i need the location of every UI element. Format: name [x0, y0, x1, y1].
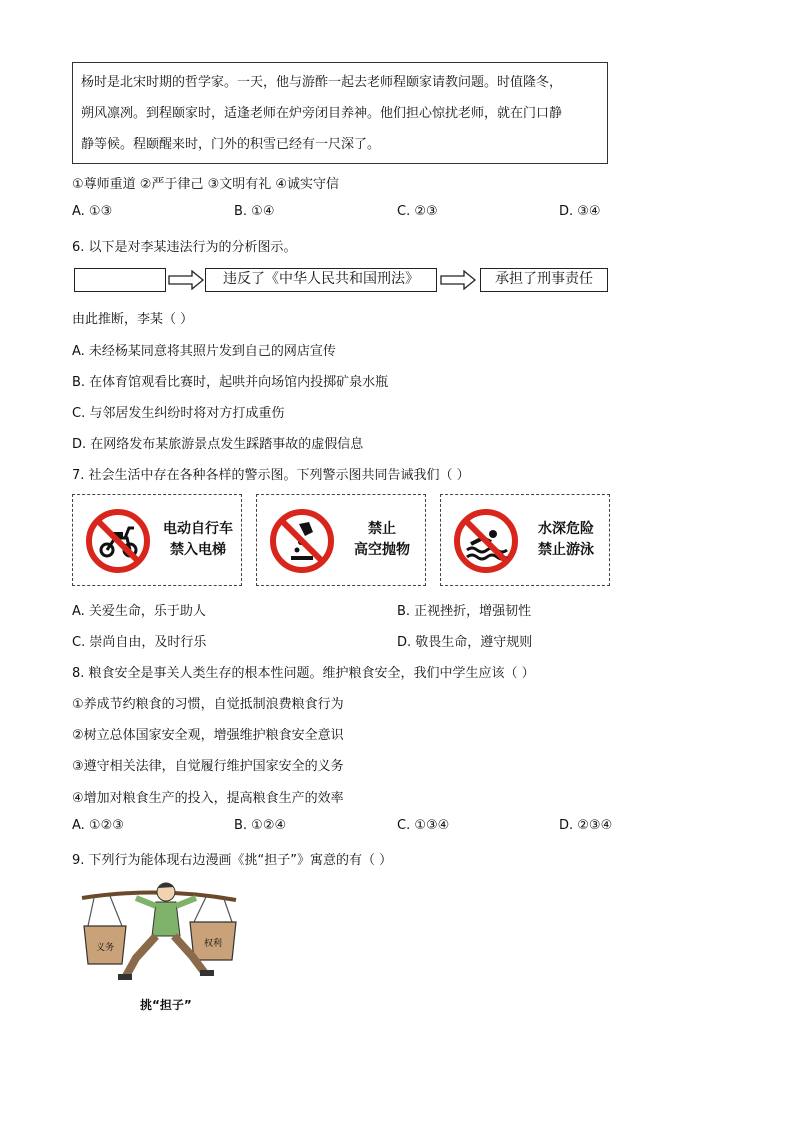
- basket-label-right: 权利: [204, 939, 223, 949]
- warning-sign-ebike: [72, 494, 242, 586]
- q7-option-a[interactable]: A. 关爱生命，乐于助人: [72, 604, 206, 619]
- q7-stem: 7. 社会生活中存在各种各样的警示图。下列警示图共同告诫我们（ ）: [72, 468, 470, 483]
- no-swimming-icon: [453, 508, 519, 574]
- warning-sign-swimming: [440, 494, 610, 586]
- q6-option-a[interactable]: A. 未经杨某同意将其照片发到自己的网店宣传: [72, 344, 336, 359]
- q6-option-d[interactable]: D. 在网络发布某旅游景点发生踩踏事故的虚假信息: [72, 437, 364, 452]
- passage-line: 静等候。程颐醒来时，门外的积雪已经有一尺深了。: [81, 137, 381, 152]
- q6-option-c[interactable]: C. 与邻居发生纠纷时将对方打成重伤: [72, 406, 285, 421]
- passage-box: [72, 62, 608, 164]
- q8-statement: ④增加对粮食生产的投入，提高粮食生产的效率: [72, 791, 344, 806]
- passage-line: 杨时是北宋时期的哲学家。一天，他与游酢一起去老师程颐家请教问题。时值隆冬，: [81, 75, 563, 90]
- q5-option-a[interactable]: A. ①③: [72, 204, 113, 219]
- q5-option-d[interactable]: D. ③④: [559, 204, 601, 219]
- sign-text: 禁止 高空抛物: [354, 521, 410, 558]
- q5-options: [0, 204, 794, 224]
- q8-stem: 8. 粮食安全是事关人类生存的根本性问题。维护粮食安全，我们中学生应该（ ）: [72, 666, 535, 681]
- flow-box-responsibility: 承担了刑事责任: [480, 268, 608, 292]
- arrow-right-icon: [440, 270, 476, 290]
- q6-option-b[interactable]: B. 在体育馆观看比赛时，起哄并向场馆内投掷矿泉水瓶: [72, 375, 389, 390]
- passage-line: 朔风凛冽。到程颐家时，适逢老师在炉旁闭目养神。他们担心惊扰老师，就在门口静: [81, 106, 563, 121]
- sign-text: 水深危险 禁止游泳: [538, 521, 594, 558]
- q8-option-a[interactable]: A. ①②③: [72, 818, 124, 833]
- q9-stem: 9. 下列行为能体现右边漫画《挑“担子”》寓意的有（ ）: [72, 853, 393, 868]
- q5-option-b[interactable]: B. ①④: [234, 204, 275, 219]
- q7-option-d[interactable]: D. 敬畏生命，遵守规则: [397, 635, 533, 650]
- cartoon-figure-icon: [74, 878, 244, 988]
- warning-sign-throwing: [256, 494, 426, 586]
- q8-statement: ③遵守相关法律，自觉履行维护国家安全的义务: [72, 759, 344, 774]
- flow-box-violation: 违反了《中华人民共和国刑法》: [205, 268, 437, 292]
- q5-statements: ①尊师重道 ②严于律己 ③文明有礼 ④诚实守信: [72, 177, 340, 192]
- carrying-pole-cartoon: [74, 878, 244, 988]
- q6-stem: 6. 以下是对李某违法行为的分析图示。: [72, 240, 297, 255]
- sign-text: 电动自行车 禁入电梯: [163, 521, 233, 558]
- flow-box-blank: [74, 268, 166, 292]
- q8-statement: ①养成节约粮食的习惯，自觉抵制浪费粮食行为: [72, 697, 344, 712]
- q6-prompt: 由此推断，李某（ ）: [72, 312, 194, 327]
- basket-label-duty: 义务: [96, 943, 115, 953]
- q8-option-c[interactable]: C. ①③④: [397, 818, 450, 833]
- no-ebike-icon: [85, 508, 151, 574]
- cartoon-caption: 挑“担子”: [140, 998, 192, 1012]
- q7-options-row2: [0, 631, 794, 651]
- q5-option-c[interactable]: C. ②③: [397, 204, 438, 219]
- arrow-right-icon: [168, 270, 204, 290]
- q8-statement: ②树立总体国家安全观，增强维护粮食安全意识: [72, 728, 344, 743]
- q7-option-c[interactable]: C. 崇尚自由，及时行乐: [72, 635, 207, 650]
- q8-option-d[interactable]: D. ②③④: [559, 818, 613, 833]
- q8-option-b[interactable]: B. ①②④: [234, 818, 287, 833]
- q7-option-b[interactable]: B. 正视挫折，增强韧性: [397, 604, 532, 619]
- q7-options-row1: [0, 600, 794, 620]
- q8-options: [0, 818, 794, 838]
- no-throwing-icon: [269, 508, 335, 574]
